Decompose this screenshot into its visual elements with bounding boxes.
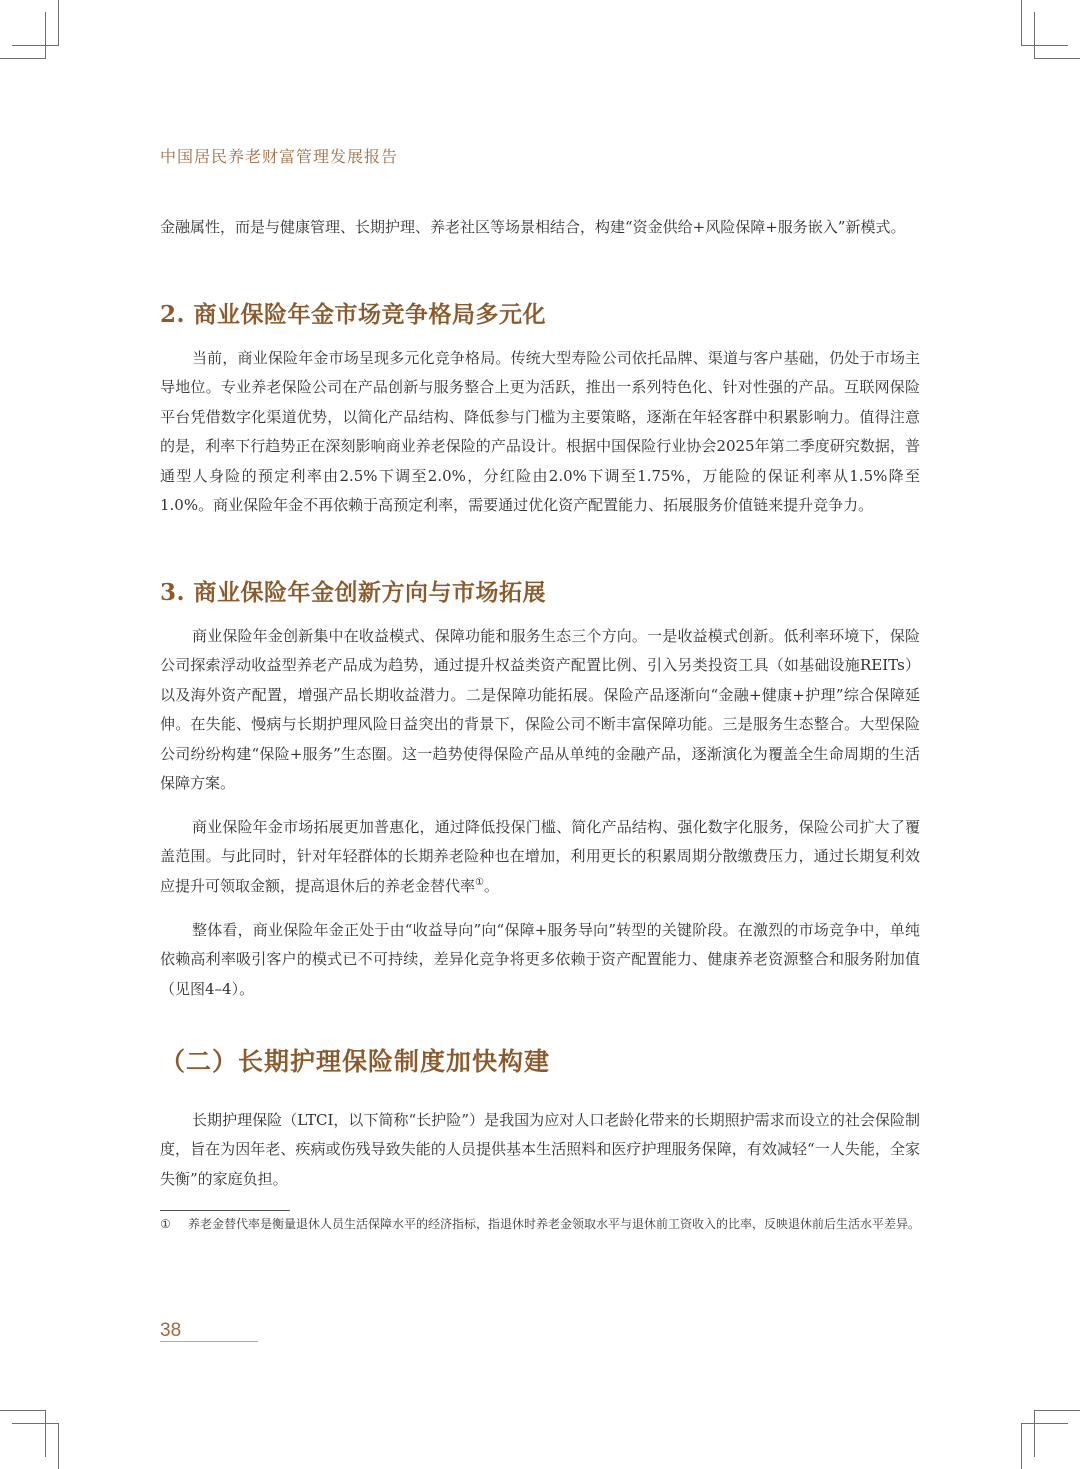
footnote-separator xyxy=(160,1210,290,1211)
crop-mark-top-right-v xyxy=(1021,0,1022,46)
heading-ltci: （二）长期护理保险制度加快构建 xyxy=(160,1047,551,1076)
page-number-rule xyxy=(160,1341,258,1342)
crop-mark-bottom-left-v2 xyxy=(45,1410,46,1457)
crop-mark-bottom-right-h xyxy=(1021,1423,1068,1424)
crop-mark-top-left-v2 xyxy=(45,12,46,59)
paragraph-ltci: 长期护理保险（LTCI，以下简称“长护险”）是我国为应对人口老龄化带来的长期照护需求而设立的社会保险制度，旨在为因年老、疾病或伤残导致失能的人员提供基本生活照料和医疗护理服务保障，有效减轻“一人失能，全家失衡”的家庭负担。 xyxy=(160,1111,920,1188)
crop-mark-bottom-right-v xyxy=(1021,1423,1022,1469)
crop-mark-top-right-h xyxy=(1021,45,1068,46)
paragraph-market-expansion-text: 商业保险年金市场拓展更加普惠化，通过降低投保门槛、简化产品结构、强化数字化服务，保险公司扩大了覆盖范围。与此同时，针对年轻群体的长期养老险种也在增加，利用更长的积累周期分散缴费压力，通过长期复利效应提升可领取金额，提高退休后的养老金替代率 xyxy=(160,818,920,895)
paragraph-market-competition: 当前，商业保险年金市场呈现多元化竞争格局。传统大型寿险公司依托品牌、渠道与客户基础，仍处于市场主导地位。专业养老保险公司在产品创新与服务整合上更为活跃，推出一系列特色化、针对性强的产品。互联网保险平台凭借数字化渠道优势，以简化产品结构、降低参与门槛为主要策略，逐渐在年轻客群中积累影响力。值得注意的是，利率下行趋势正在深刻影响商业养老保险的产品设计。根据中国保险行业协会2025年第二季度研究数据，普通型人身险的预定利率由2.5%下调至2.0%，分红险由2.0%下调至1.75%，万能险的保证利率从1.5%降至1.0%。商业保险年金不再依赖于高预定利率，需要通过优化资产配置能力、拓展服务价值链来提升竞争力。 xyxy=(160,349,920,515)
paragraph-continued: 金融属性，而是与健康管理、长期护理、养老社区等场景相结合，构建“资金供给+风险保障+服务嵌入”新模式。 xyxy=(160,218,906,236)
paragraph-summary: 整体看，商业保险年金正处于由“收益导向”向“保障+服务导向”转型的关键阶段。在激烈的市场竞争中，单纯依赖高利率吸引客户的模式已不可持续，差异化竞争将更多依赖于资产配置能力、健康养老资源整合和服务附加值（见图4–4）。 xyxy=(160,921,920,998)
running-head: 中国居民养老财富管理发展报告 xyxy=(160,147,399,166)
crop-mark-top-left-h xyxy=(12,45,59,46)
crop-mark-top-right-h2 xyxy=(1034,58,1080,59)
paragraph-market-expansion-end: 。 xyxy=(483,876,499,895)
heading-innovation: 3. 商业保险年金创新方向与市场拓展 xyxy=(160,579,547,606)
crop-mark-bottom-right-v2 xyxy=(1034,1410,1035,1457)
footnote-reference[interactable]: ① xyxy=(475,876,484,888)
crop-mark-top-right-v2 xyxy=(1034,12,1035,59)
crop-mark-top-left-v xyxy=(58,0,59,46)
crop-mark-bottom-left-h xyxy=(12,1423,59,1424)
crop-mark-bottom-left-h2 xyxy=(0,1410,46,1411)
crop-mark-bottom-right-h2 xyxy=(1034,1410,1080,1411)
paragraph-market-expansion xyxy=(160,813,920,901)
heading-market-competition: 2. 商业保险年金市场竞争格局多元化 xyxy=(160,301,547,328)
crop-mark-top-left-h2 xyxy=(0,58,46,59)
crop-mark-bottom-left-v xyxy=(58,1423,59,1469)
page-number: 38 xyxy=(160,1320,182,1341)
paragraph-innovation: 商业保险年金创新集中在收益模式、保障功能和服务生态三个方向。一是收益模式创新。低利率环境下，保险公司探索浮动收益型养老产品成为趋势，通过提升权益类资产配置比例、引入另类投资工具（如基础设施REITs）以及海外资产配置，增强产品长期收益潜力。二是保障功能拓展。保险产品逐渐向“金融+健康+护理”综合保障延伸。在失能、慢病与长期护理风险日益突出的背景下，保险公司不断丰富保障功能。三是服务生态整合。大型保险公司纷纷构建“保险+服务”生态圈。这一趋势使得保险产品从单纯的金融产品，逐渐演化为覆盖全生命周期的生活保障方案。 xyxy=(160,627,920,793)
footnote-text: 养老金替代率是衡量退休人员生活保障水平的经济指标，指退休时养老金领取水平与退休前工资收入的比率，反映退休前后生活水平差异。 xyxy=(188,1217,921,1231)
footnote-mark: ① xyxy=(160,1217,171,1231)
footnote xyxy=(160,1214,920,1234)
